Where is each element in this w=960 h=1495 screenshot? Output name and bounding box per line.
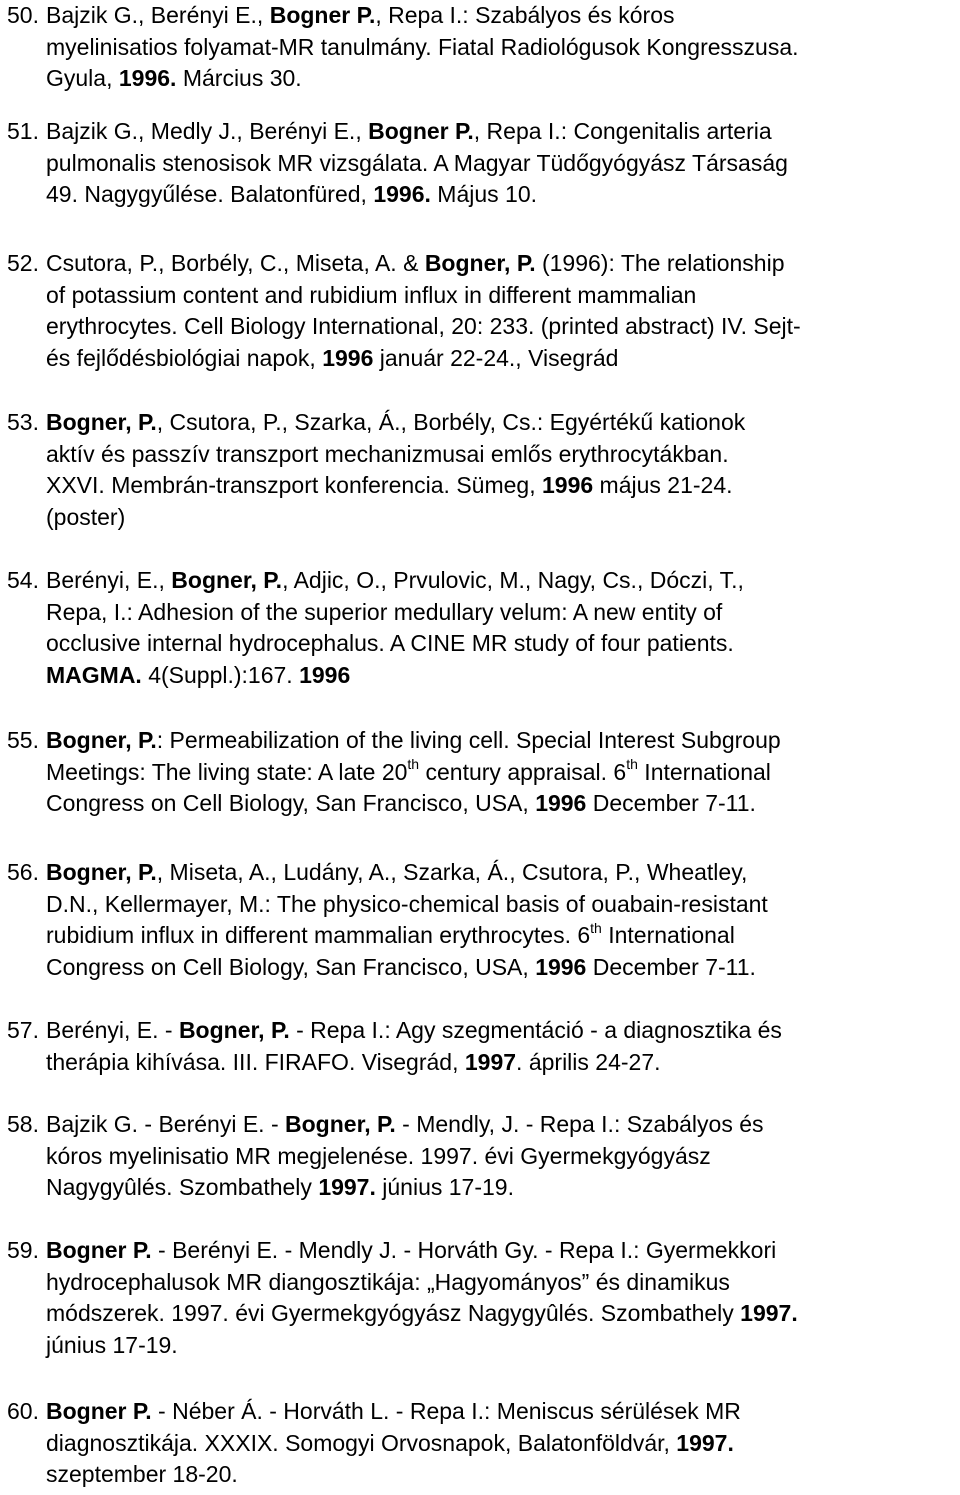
- text-segment: Repa, I.: Adhesion of the superior medullary velum: A new entity of: [46, 598, 723, 625]
- bold-text: MAGMA.: [46, 662, 142, 689]
- reference-line: [46, 1330, 178, 1362]
- reference-line: [46, 1298, 798, 1330]
- bold-text: Bogner, P.: [46, 727, 157, 753]
- bold-text: Bogner, P.: [285, 1111, 396, 1137]
- text-segment: Nagygyûlés. Szombathely: [46, 1174, 319, 1201]
- text-segment: - Repa I.: Agy szegmentáció - a diagnosztika és: [289, 1017, 782, 1043]
- bold-text: 1997.: [318, 1174, 376, 1201]
- reference-number: 51.: [7, 118, 39, 144]
- text-segment: Meetings: The living state: A late 20: [46, 758, 408, 785]
- text-segment: XXVI. Membrán-transzport konferencia. Sümeg,: [46, 472, 542, 499]
- text-segment: Congress on Cell Biology, San Francisco, USA,: [46, 954, 536, 981]
- text-segment: január 22-24., Visegrád: [373, 345, 619, 372]
- reference-line: [46, 116, 772, 148]
- bold-text: 1996.: [118, 65, 177, 92]
- reference-line: [46, 660, 350, 692]
- reference-line: [46, 788, 756, 820]
- bold-text: 1996: [299, 662, 351, 689]
- reference-line: [46, 148, 788, 180]
- bold-text: Bogner, P.: [178, 1017, 290, 1043]
- reference-number: 57.: [7, 1017, 39, 1043]
- bold-text: Bogner, P.: [424, 250, 536, 276]
- reference-line: [46, 889, 768, 921]
- text-segment: június 17-19.: [375, 1174, 514, 1201]
- bold-text: Bogner P.: [46, 1237, 152, 1263]
- reference-line: [46, 1235, 776, 1267]
- text-segment: diagnosztikája. XXXIX. Somogyi Orvosnapok, Balatonföldvár,: [46, 1429, 677, 1456]
- bold-text: Bogner, P.: [46, 859, 157, 885]
- reference-line: [46, 470, 733, 502]
- bold-text: 1996: [542, 472, 594, 499]
- text-segment: Csutora, P., Borbély, C., Miseta, A. &: [46, 250, 425, 276]
- reference-line: [46, 343, 618, 375]
- text-segment: occlusive internal hydrocephalus. A CINE MR study of four patients.: [46, 630, 734, 657]
- text-segment: Berényi, E.,: [46, 567, 172, 593]
- text-segment: kóros myelinisatio MR megjelenése. 1997. évi Gyermekgyógyász: [46, 1142, 711, 1169]
- text-segment: Bajzik G., Medly J., Berényi E.,: [46, 118, 369, 144]
- bold-text: Bogner P.: [46, 1398, 152, 1424]
- reference-number: 59.: [7, 1237, 39, 1263]
- text-segment: rubidium influx in different mammalian erythrocytes. 6: [46, 922, 591, 949]
- text-segment: erythrocytes. Cell Biology International, 20: 233. (printed abstract) IV. Sejt-: [46, 313, 801, 340]
- text-segment: : Permeabilization of the living cell. Special Interest Subgroup: [156, 727, 781, 753]
- text-segment: (poster): [46, 504, 126, 531]
- text-segment: Március 30.: [176, 65, 302, 92]
- reference-number: 50.: [7, 2, 39, 28]
- reference-line: [46, 565, 744, 597]
- text-segment: therápia kihívása. III. FIRAFO. Visegrád,: [46, 1048, 465, 1075]
- text-segment: május 21-24.: [593, 472, 733, 499]
- text-segment: , Miseta, A., Ludány, A., Szarka, Á., Csutora, P., Wheatley,: [156, 859, 748, 885]
- text-segment: th: [407, 756, 420, 773]
- reference-line: [46, 1459, 238, 1491]
- text-segment: Bajzik G., Berényi E.,: [46, 2, 270, 28]
- text-segment: th: [626, 756, 638, 773]
- text-segment: D.N., Kellermayer, M.: The physico-chemical basis of ouabain-resistant: [46, 890, 768, 917]
- bold-text: 1996: [535, 790, 587, 817]
- bold-text: 1996: [322, 345, 374, 372]
- text-segment: - Berényi E. - Mendly J. - Horváth Gy. - Repa I.: Gyermekkori: [151, 1237, 777, 1263]
- reference-line: [46, 628, 734, 660]
- reference-line: [46, 439, 729, 471]
- reference-line: [46, 280, 696, 312]
- text-segment: - Néber Á. - Horváth L. - Repa I.: Meniscus sérülések MR: [151, 1398, 741, 1424]
- reference-line: [46, 1141, 711, 1173]
- text-segment: hydrocephalusok MR diangosztikája: „Hagyományos” és dinamikus: [46, 1268, 730, 1295]
- reference-number: 52.: [7, 250, 39, 276]
- reference-line: [46, 757, 771, 789]
- bold-text: 1997.: [676, 1429, 734, 1456]
- reference-number: 58.: [7, 1111, 39, 1137]
- bold-text: 1996.: [373, 181, 431, 208]
- bold-text: 1997.: [740, 1300, 798, 1327]
- text-segment: - Mendly, J. - Repa I.: Szabályos és: [395, 1111, 764, 1137]
- text-segment: 4(Suppl.):167.: [141, 662, 300, 689]
- text-segment: , Repa I.: Congenitalis arteria: [473, 118, 772, 144]
- text-segment: (1996): The relationship: [535, 250, 785, 276]
- text-segment: Congress on Cell Biology, San Francisco, USA,: [46, 790, 536, 817]
- text-segment: , Csutora, P., Szarka, Á., Borbély, Cs.: Egyértékű kationok: [156, 409, 746, 435]
- bold-text: Bogner P.: [269, 2, 376, 28]
- text-segment: th: [590, 919, 602, 936]
- text-segment: 49. Nagygyűlése. Balatonfüred,: [46, 181, 374, 208]
- reference-line: [46, 1047, 661, 1079]
- bold-text: Bogner, P.: [171, 567, 283, 593]
- text-segment: Bajzik G. - Berényi E. -: [46, 1111, 286, 1137]
- reference-line: [46, 407, 745, 439]
- reference-number: 56.: [7, 859, 39, 885]
- reference-line: [46, 63, 302, 95]
- reference-line: [46, 1172, 514, 1204]
- text-segment: century appraisal. 6: [419, 758, 627, 785]
- text-segment: . április 24-27.: [516, 1048, 661, 1075]
- reference-number: 60.: [7, 1398, 39, 1424]
- text-segment: módszerek. 1997. évi Gyermekgyógyász Nagygyûlés. Szombathely: [46, 1300, 741, 1327]
- text-segment: pulmonalis stenosisok MR vizsgálata. A Magyar Tüdőgyógyász Társaság: [46, 149, 788, 176]
- text-segment: Május 10.: [430, 181, 537, 208]
- reference-line: [46, 502, 125, 534]
- text-segment: of potassium content and rubidium influx in different mammalian: [46, 281, 697, 308]
- reference-line: [46, 0, 675, 32]
- reference-line: [46, 920, 735, 952]
- bold-text: 1996: [535, 954, 587, 981]
- text-segment: és fejlődésbiológiai napok,: [46, 345, 323, 372]
- reference-line: [46, 179, 537, 211]
- reference-line: [46, 32, 799, 64]
- reference-line: [46, 311, 801, 343]
- bold-text: Bogner, P.: [46, 409, 157, 435]
- text-segment: , Adjic, O., Prvulovic, M., Nagy, Cs., Dóczi, T.,: [282, 567, 744, 593]
- text-segment: International: [601, 922, 735, 949]
- text-segment: Gyula,: [46, 65, 119, 92]
- reference-number: 53.: [7, 409, 39, 435]
- text-segment: szeptember 18-20.: [46, 1461, 238, 1488]
- text-segment: aktív és passzív transzport mechanizmusai emlős erythrocytákban.: [46, 440, 729, 467]
- text-segment: December 7-11.: [586, 790, 756, 817]
- reference-line: [46, 1267, 730, 1299]
- text-segment: myelinisatios folyamat-MR tanulmány. Fiatal Radiológusok Kongresszusa.: [46, 33, 799, 60]
- text-segment: június 17-19.: [46, 1332, 178, 1359]
- text-segment: , Repa I.: Szabályos és kóros: [375, 2, 675, 28]
- reference-line: [46, 1428, 734, 1460]
- text-segment: December 7-11.: [586, 954, 756, 981]
- reference-line: [46, 1109, 764, 1141]
- reference-line: [46, 1015, 782, 1047]
- text-segment: International: [637, 758, 771, 785]
- reference-line: [46, 1396, 741, 1428]
- bold-text: Bogner P.: [368, 118, 474, 144]
- reference-number: 54.: [7, 567, 39, 593]
- reference-line: [46, 248, 784, 280]
- text-segment: Berényi, E. -: [46, 1017, 179, 1043]
- reference-line: [46, 857, 747, 889]
- reference-line: [46, 597, 722, 629]
- reference-line: [46, 725, 781, 757]
- reference-line: [46, 952, 756, 984]
- reference-number: 55.: [7, 727, 39, 753]
- bold-text: 1997: [464, 1048, 517, 1075]
